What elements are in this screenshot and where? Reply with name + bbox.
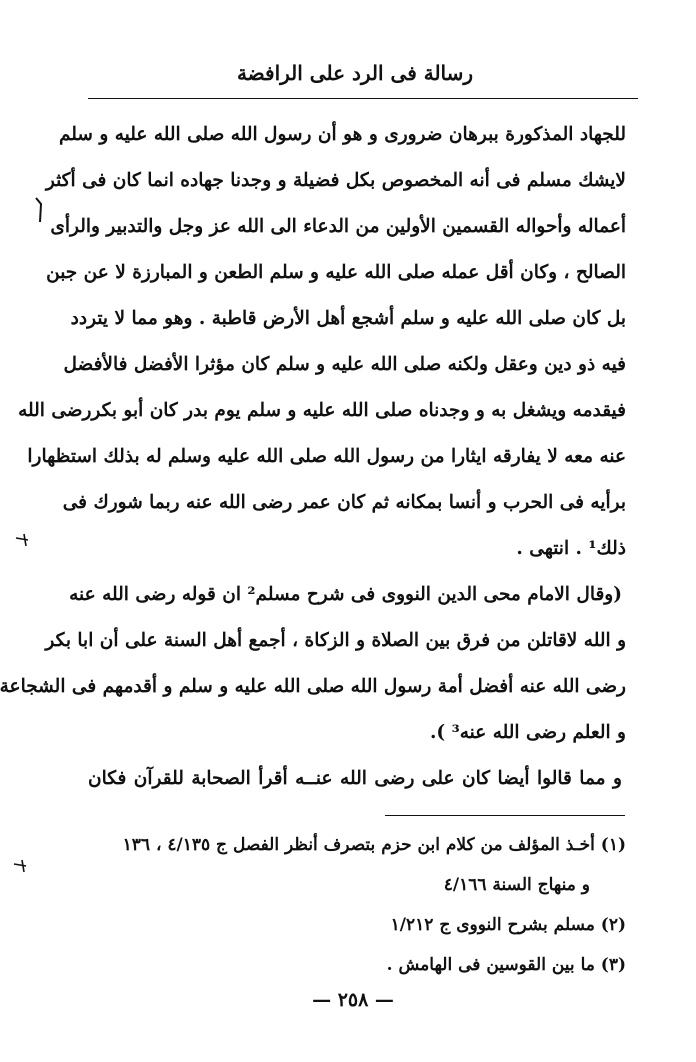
footnote-1: (١) أخـذ المؤلف من كلام ابن حزم بتصرف أنظر الفصل ج ٤/١٣٥ ، ١٣٦ — [122, 835, 626, 855]
footnote-2: (٢) مسلم بشرح النووى ج ١/٢١٢ — [390, 915, 626, 935]
footnote-1-continuation: و منهاج السنة ٤/١٦٦ — [443, 875, 590, 895]
text-line: أعماله وأحواله القسمين الأولين من الدعاء الى الله عز وجل والتدبير والرأى — [50, 216, 626, 237]
text-line: فيقدمه ويشغل به و وجدناه صلى الله عليه و سلم يوم بدر كان أبو بكررضى الله — [18, 400, 626, 421]
margin-mark-icon — [12, 850, 28, 878]
text-line: و العلم رضى الله عنه³ ). — [429, 722, 626, 743]
footnotes — [88, 825, 626, 985]
text-line: الصالح ، وكان أقل عمله صلى الله عليه و سلم الطعن و المبارزة لا عن جبن — [46, 262, 626, 283]
text-line: بل كان صلى الله عليه و سلم أشجع أهل الأرض قاطبة . وهو مما لا يتردد — [70, 308, 626, 329]
margin-mark-icon — [14, 526, 30, 554]
text-line: لايشك مسلم فى أنه المخصوص بكل فضيلة و وجدنا جهاده انما كان فى أكثر — [45, 170, 626, 191]
text-line: رضى الله عنه أفضل أمة رسول الله صلى الله عليه و سلم و أقدمهم فى الشجاعة — [0, 676, 626, 697]
page-number: — ٢٥٨ — — [312, 989, 394, 1011]
text-line: (وقال الامام محى الدين النووى فى شرح مسلم² ان قوله رضى الله عنه — [69, 584, 622, 605]
text-line: عنه معه لا يفارقه ايثارا من رسول الله صلى الله عليه وسلم له بذلك استظهارا — [27, 446, 626, 467]
text-line: و الله لاقاتلن من فرق بين الصلاة و الزكاة ، أجمع أهل السنة على أن ابا بكر — [45, 630, 626, 651]
header-divider — [88, 98, 638, 99]
text-line: برأيه فى الحرب و أنسا بمكانه ثم كان عمر رضى الله عنه ربما شورك فى — [62, 492, 626, 513]
text-line: للجهاد المذكورة ببرهان ضرورى و هو أن رسول الله صلى الله عليه و سلم — [58, 124, 626, 145]
margin-mark-icon — [32, 196, 48, 224]
footnote-divider — [385, 815, 625, 816]
text-line: فيه ذو دين وعقل ولكنه صلى الله عليه و سلم كان مؤثرا الأفضل فالأفضل — [63, 354, 626, 375]
text-line: و مما قالوا أيضا كان على رضى الله عنــه أقرأ الصحابة للقرآن فكان — [88, 768, 622, 789]
text-line: ذلك¹ . انتهى . — [516, 538, 626, 559]
main-text — [0, 112, 626, 802]
running-header-title: رسالة فى الرد على الرافضة — [236, 61, 474, 85]
footnote-3: (٣) ما بين القوسين فى الهامش . — [386, 955, 626, 975]
